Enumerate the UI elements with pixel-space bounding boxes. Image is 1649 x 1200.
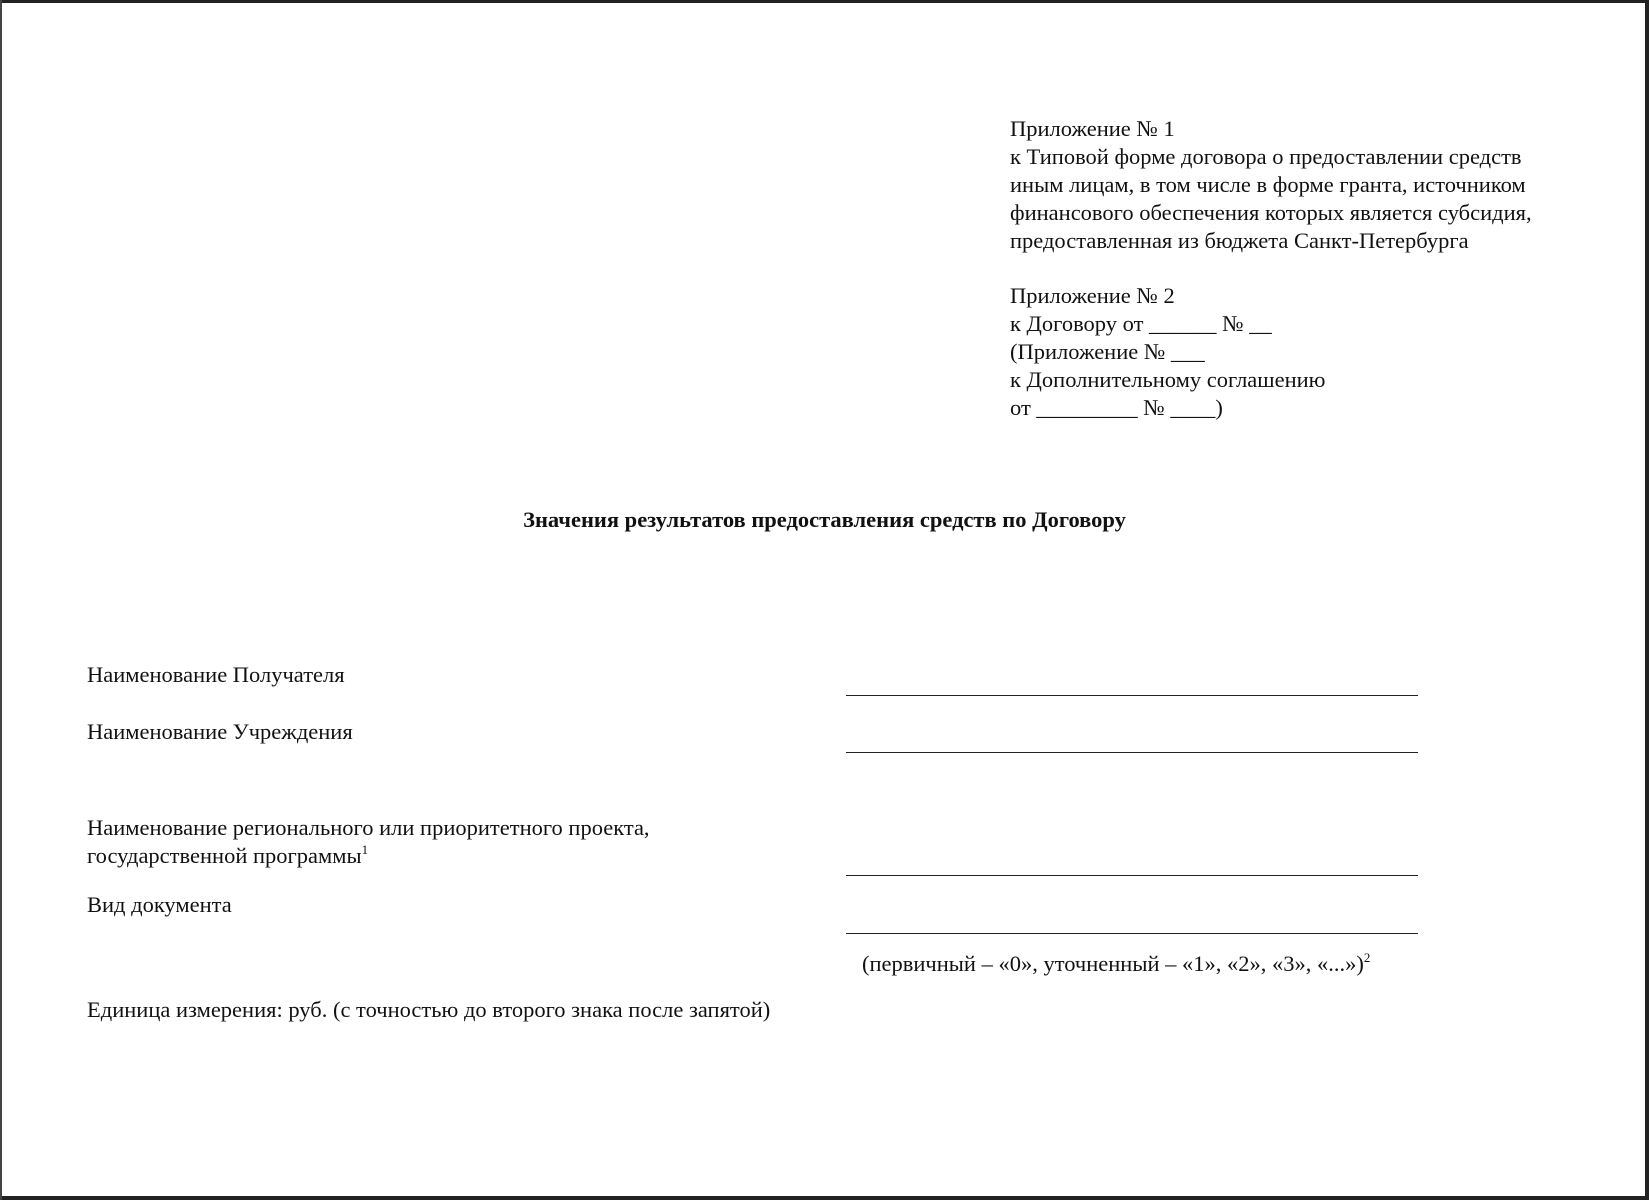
appendix-1-line: иным лицам, в том числе в форме гранта, источником: [1010, 172, 1526, 197]
document-title: Значения результатов предоставления средств по Договору: [523, 507, 1126, 532]
page-border-bottom: [0, 1196, 1649, 1200]
appendix-1-line: предоставленная из бюджета Санкт-Петербурга: [1010, 228, 1469, 253]
footnote-marker-1: 1: [361, 842, 369, 857]
unit-label: Единица измерения: руб. (с точностью до второго знака после запятой): [87, 997, 771, 1022]
doc-type-hint: [862, 950, 1370, 978]
appendix-1-header: [1010, 115, 1532, 255]
doc-type-label: Вид документа: [87, 892, 232, 917]
project-label-text: государственной программы: [87, 843, 362, 868]
doc-type-field-line[interactable]: [846, 933, 1418, 934]
appendix-2-line: (Приложение № ___: [1010, 339, 1205, 364]
appendix-2-line: к Дополнительному соглашению: [1010, 367, 1326, 392]
recipient-label: Наименование Получателя: [87, 662, 345, 687]
institution-label: Наименование Учреждения: [87, 719, 353, 744]
page-border-right: [1645, 0, 1649, 1200]
institution-field-line[interactable]: [846, 752, 1418, 753]
project-label-line-1: Наименование регионального или приоритетного проекта,: [87, 815, 650, 840]
project-label-line-2: [87, 842, 650, 870]
appendix-2-line: Приложение № 2: [1010, 283, 1175, 308]
appendix-1-line: к Типовой форме договора о предоставлении средств: [1010, 144, 1522, 169]
page-border-top: [0, 0, 1649, 3]
appendix-1-line: финансового обеспечения которых является субсидия,: [1010, 200, 1532, 225]
doc-type-hint-text: (первичный – «0», уточненный – «1», «2», «3», «...»): [862, 951, 1364, 976]
footnote-marker-2: 2: [1363, 950, 1371, 965]
appendix-2-line: к Договору от ______ № __: [1010, 311, 1272, 336]
appendix-2-line: от _________ № ____): [1010, 395, 1223, 420]
appendix-2-header: [1010, 282, 1325, 422]
page-border-left: [0, 0, 2, 1200]
recipient-field-line[interactable]: [846, 695, 1418, 696]
project-field-line[interactable]: [846, 875, 1418, 876]
project-label: [87, 814, 650, 870]
appendix-1-line: Приложение № 1: [1010, 116, 1175, 141]
